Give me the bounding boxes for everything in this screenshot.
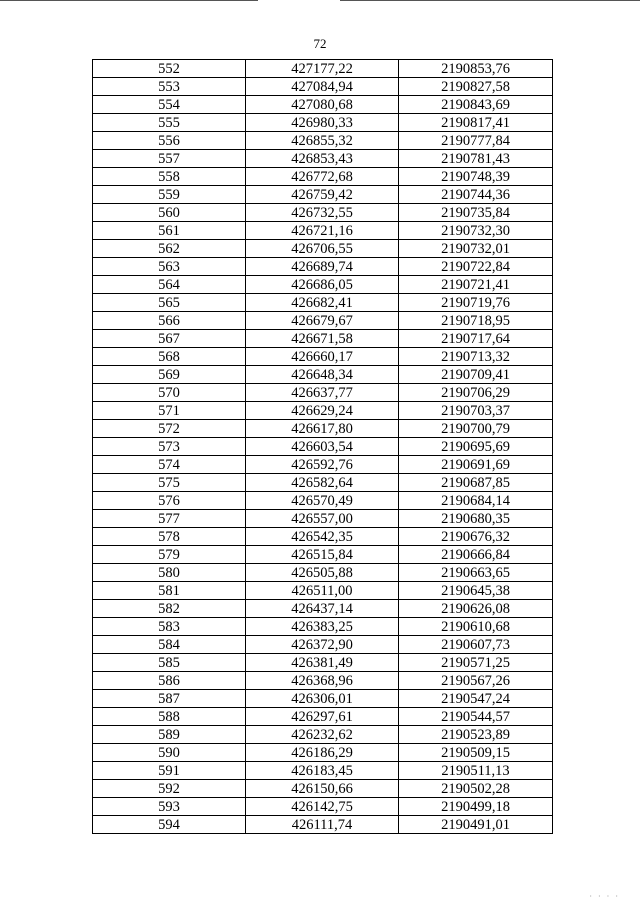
point-number-cell: 588 <box>93 708 246 726</box>
y-coordinate-cell: 2190502,28 <box>399 780 553 798</box>
x-coordinate-cell: 426232,62 <box>246 726 399 744</box>
table-row <box>93 294 553 312</box>
table-row <box>93 762 553 780</box>
y-coordinate-cell: 2190732,01 <box>399 240 553 258</box>
point-number-cell: 578 <box>93 528 246 546</box>
point-number-cell: 572 <box>93 420 246 438</box>
x-coordinate-cell: 426759,42 <box>246 186 399 204</box>
point-number-cell: 562 <box>93 240 246 258</box>
table-row <box>93 186 553 204</box>
y-coordinate-cell: 2190732,30 <box>399 222 553 240</box>
y-coordinate-cell: 2190744,36 <box>399 186 553 204</box>
x-coordinate-cell: 426368,96 <box>246 672 399 690</box>
x-coordinate-cell: 426629,24 <box>246 402 399 420</box>
y-coordinate-cell: 2190663,65 <box>399 564 553 582</box>
table-row <box>93 222 553 240</box>
x-coordinate-cell: 426637,77 <box>246 384 399 402</box>
point-number-cell: 570 <box>93 384 246 402</box>
y-coordinate-cell: 2190676,32 <box>399 528 553 546</box>
y-coordinate-cell: 2190700,79 <box>399 420 553 438</box>
y-coordinate-cell: 2190735,84 <box>399 204 553 222</box>
table-row <box>93 510 553 528</box>
x-coordinate-cell: 426772,68 <box>246 168 399 186</box>
table-row <box>93 582 553 600</box>
table-row <box>93 726 553 744</box>
x-coordinate-cell: 426603,54 <box>246 438 399 456</box>
y-coordinate-cell: 2190691,69 <box>399 456 553 474</box>
y-coordinate-cell: 2190721,41 <box>399 276 553 294</box>
point-number-cell: 561 <box>93 222 246 240</box>
table-row <box>93 276 553 294</box>
table-row <box>93 798 553 816</box>
x-coordinate-cell: 426686,05 <box>246 276 399 294</box>
x-coordinate-cell: 426383,25 <box>246 618 399 636</box>
x-coordinate-cell: 426542,35 <box>246 528 399 546</box>
y-coordinate-cell: 2190706,29 <box>399 384 553 402</box>
point-number-cell: 563 <box>93 258 246 276</box>
x-coordinate-cell: 426706,55 <box>246 240 399 258</box>
point-number-cell: 558 <box>93 168 246 186</box>
table-row <box>93 204 553 222</box>
point-number-cell: 580 <box>93 564 246 582</box>
point-number-cell: 576 <box>93 492 246 510</box>
table-row <box>93 564 553 582</box>
top-border-left <box>0 0 258 1</box>
y-coordinate-cell: 2190781,43 <box>399 150 553 168</box>
table-row <box>93 168 553 186</box>
x-coordinate-cell: 426721,16 <box>246 222 399 240</box>
y-coordinate-cell: 2190680,35 <box>399 510 553 528</box>
point-number-cell: 571 <box>93 402 246 420</box>
table-row <box>93 546 553 564</box>
x-coordinate-cell: 426183,45 <box>246 762 399 780</box>
y-coordinate-cell: 2190645,38 <box>399 582 553 600</box>
y-coordinate-cell: 2190748,39 <box>399 168 553 186</box>
x-coordinate-cell: 426682,41 <box>246 294 399 312</box>
y-coordinate-cell: 2190511,13 <box>399 762 553 780</box>
point-number-cell: 593 <box>93 798 246 816</box>
x-coordinate-cell: 426617,80 <box>246 420 399 438</box>
point-number-cell: 592 <box>93 780 246 798</box>
point-number-cell: 587 <box>93 690 246 708</box>
point-number-cell: 568 <box>93 348 246 366</box>
x-coordinate-cell: 426660,17 <box>246 348 399 366</box>
y-coordinate-cell: 2190610,68 <box>399 618 553 636</box>
x-coordinate-cell: 427084,94 <box>246 78 399 96</box>
table-row <box>93 744 553 762</box>
point-number-cell: 564 <box>93 276 246 294</box>
table-row <box>93 78 553 96</box>
scan-artifact: · · · · <box>589 892 620 901</box>
table-row <box>93 114 553 132</box>
point-number-cell: 583 <box>93 618 246 636</box>
point-number-cell: 569 <box>93 366 246 384</box>
x-coordinate-cell: 426297,61 <box>246 708 399 726</box>
page-number: 72 <box>313 36 327 51</box>
table-row <box>93 60 553 78</box>
y-coordinate-cell: 2190666,84 <box>399 546 553 564</box>
y-coordinate-cell: 2190567,26 <box>399 672 553 690</box>
table-row <box>93 384 553 402</box>
table-row <box>93 654 553 672</box>
table-row <box>93 402 553 420</box>
table-row <box>93 438 553 456</box>
table-row <box>93 780 553 798</box>
y-coordinate-cell: 2190817,41 <box>399 114 553 132</box>
point-number-cell: 584 <box>93 636 246 654</box>
y-coordinate-cell: 2190843,69 <box>399 96 553 114</box>
y-coordinate-cell: 2190695,69 <box>399 438 553 456</box>
x-coordinate-cell: 426689,74 <box>246 258 399 276</box>
y-coordinate-cell: 2190571,25 <box>399 654 553 672</box>
table-row <box>93 618 553 636</box>
y-coordinate-cell: 2190509,15 <box>399 744 553 762</box>
y-coordinate-cell: 2190718,95 <box>399 312 553 330</box>
table-row <box>93 492 553 510</box>
x-coordinate-cell: 426853,43 <box>246 150 399 168</box>
y-coordinate-cell: 2190709,41 <box>399 366 553 384</box>
point-number-cell: 567 <box>93 330 246 348</box>
point-number-cell: 594 <box>93 816 246 834</box>
table-row <box>93 258 553 276</box>
point-number-cell: 586 <box>93 672 246 690</box>
point-number-cell: 579 <box>93 546 246 564</box>
table-row <box>93 474 553 492</box>
coordinates-table-body <box>93 60 553 834</box>
top-border-right <box>340 0 640 1</box>
x-coordinate-cell: 427080,68 <box>246 96 399 114</box>
y-coordinate-cell: 2190777,84 <box>399 132 553 150</box>
y-coordinate-cell: 2190719,76 <box>399 294 553 312</box>
x-coordinate-cell: 426592,76 <box>246 456 399 474</box>
x-coordinate-cell: 427177,22 <box>246 60 399 78</box>
coordinates-table <box>92 59 553 834</box>
x-coordinate-cell: 426648,34 <box>246 366 399 384</box>
point-number-cell: 566 <box>93 312 246 330</box>
x-coordinate-cell: 426381,49 <box>246 654 399 672</box>
point-number-cell: 552 <box>93 60 246 78</box>
point-number-cell: 559 <box>93 186 246 204</box>
y-coordinate-cell: 2190722,84 <box>399 258 553 276</box>
y-coordinate-cell: 2190626,08 <box>399 600 553 618</box>
point-number-cell: 556 <box>93 132 246 150</box>
table-row <box>93 348 553 366</box>
table-row <box>93 600 553 618</box>
point-number-cell: 590 <box>93 744 246 762</box>
point-number-cell: 554 <box>93 96 246 114</box>
x-coordinate-cell: 426505,88 <box>246 564 399 582</box>
y-coordinate-cell: 2190717,64 <box>399 330 553 348</box>
y-coordinate-cell: 2190491,01 <box>399 816 553 834</box>
x-coordinate-cell: 426511,00 <box>246 582 399 600</box>
x-coordinate-cell: 426855,32 <box>246 132 399 150</box>
table-row <box>93 132 553 150</box>
table-row <box>93 240 553 258</box>
point-number-cell: 591 <box>93 762 246 780</box>
y-coordinate-cell: 2190853,76 <box>399 60 553 78</box>
y-coordinate-cell: 2190547,24 <box>399 690 553 708</box>
table-row <box>93 150 553 168</box>
x-coordinate-cell: 426732,55 <box>246 204 399 222</box>
x-coordinate-cell: 426570,49 <box>246 492 399 510</box>
table-row <box>93 312 553 330</box>
point-number-cell: 560 <box>93 204 246 222</box>
point-number-cell: 574 <box>93 456 246 474</box>
x-coordinate-cell: 426582,64 <box>246 474 399 492</box>
x-coordinate-cell: 426557,00 <box>246 510 399 528</box>
point-number-cell: 585 <box>93 654 246 672</box>
table-row <box>93 96 553 114</box>
table-row <box>93 420 553 438</box>
y-coordinate-cell: 2190687,85 <box>399 474 553 492</box>
x-coordinate-cell: 426142,75 <box>246 798 399 816</box>
table-row <box>93 636 553 654</box>
point-number-cell: 553 <box>93 78 246 96</box>
x-coordinate-cell: 426186,29 <box>246 744 399 762</box>
x-coordinate-cell: 426150,66 <box>246 780 399 798</box>
table-row <box>93 330 553 348</box>
point-number-cell: 581 <box>93 582 246 600</box>
table-row <box>93 366 553 384</box>
x-coordinate-cell: 426306,01 <box>246 690 399 708</box>
table-row <box>93 816 553 834</box>
x-coordinate-cell: 426515,84 <box>246 546 399 564</box>
y-coordinate-cell: 2190607,73 <box>399 636 553 654</box>
y-coordinate-cell: 2190713,32 <box>399 348 553 366</box>
y-coordinate-cell: 2190499,18 <box>399 798 553 816</box>
table-row <box>93 528 553 546</box>
point-number-cell: 573 <box>93 438 246 456</box>
table-row <box>93 708 553 726</box>
x-coordinate-cell: 426671,58 <box>246 330 399 348</box>
x-coordinate-cell: 426679,67 <box>246 312 399 330</box>
point-number-cell: 565 <box>93 294 246 312</box>
point-number-cell: 582 <box>93 600 246 618</box>
y-coordinate-cell: 2190703,37 <box>399 402 553 420</box>
y-coordinate-cell: 2190684,14 <box>399 492 553 510</box>
x-coordinate-cell: 426437,14 <box>246 600 399 618</box>
point-number-cell: 557 <box>93 150 246 168</box>
table-row <box>93 672 553 690</box>
y-coordinate-cell: 2190827,58 <box>399 78 553 96</box>
table-row <box>93 690 553 708</box>
table-row <box>93 456 553 474</box>
x-coordinate-cell: 426980,33 <box>246 114 399 132</box>
x-coordinate-cell: 426372,90 <box>246 636 399 654</box>
point-number-cell: 577 <box>93 510 246 528</box>
y-coordinate-cell: 2190544,57 <box>399 708 553 726</box>
y-coordinate-cell: 2190523,89 <box>399 726 553 744</box>
point-number-cell: 555 <box>93 114 246 132</box>
point-number-cell: 575 <box>93 474 246 492</box>
x-coordinate-cell: 426111,74 <box>246 816 399 834</box>
point-number-cell: 589 <box>93 726 246 744</box>
